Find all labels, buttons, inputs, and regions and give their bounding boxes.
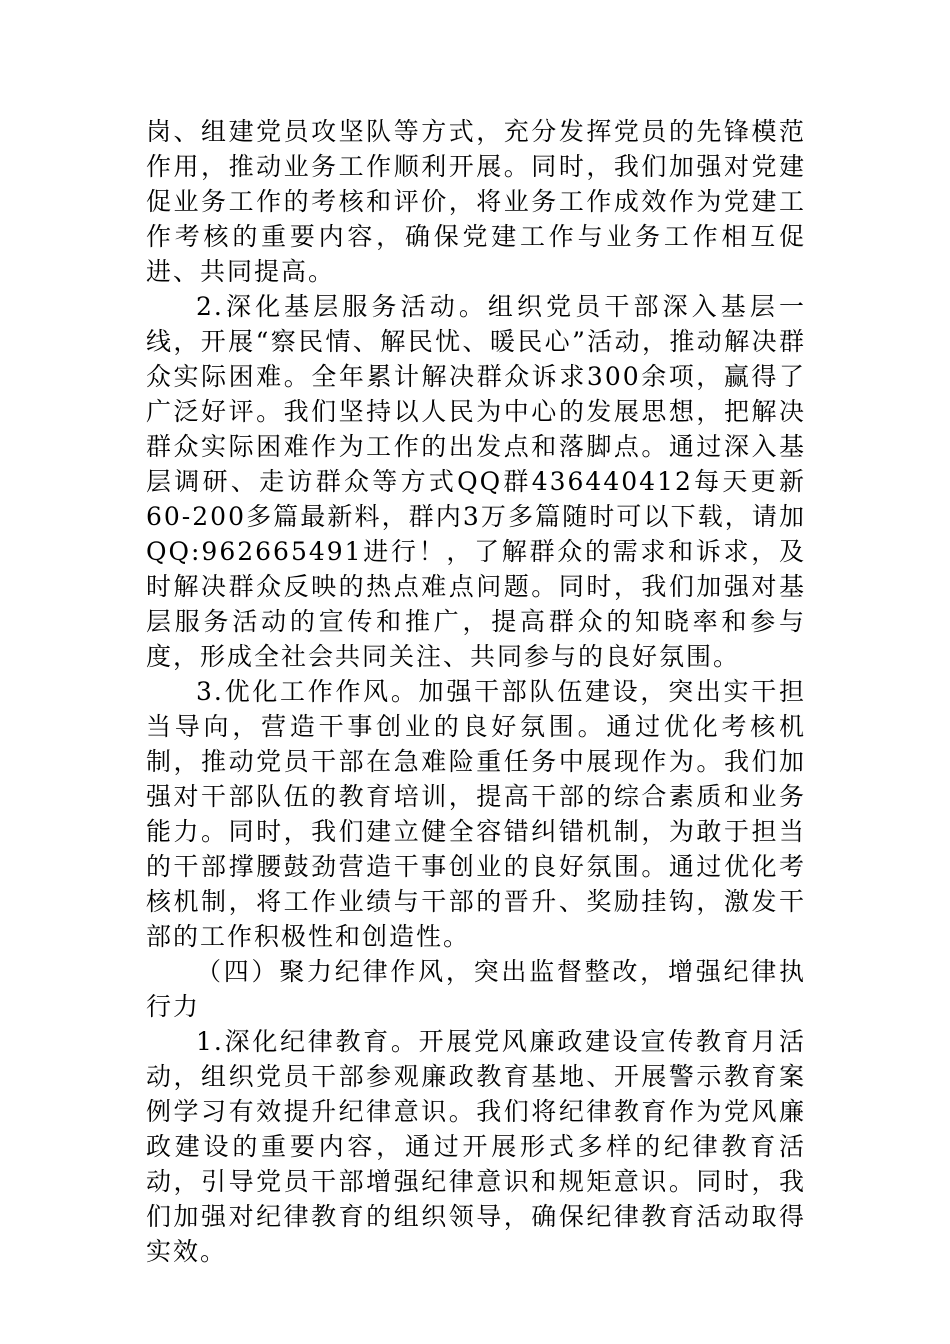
section-heading-discipline: （四）聚力纪律作风，突出监督整改，增强纪律执行力: [146, 957, 806, 1021]
paragraph-grassroots-service: 2.深化基层服务活动。组织党员干部深入基层一线，开展“察民情、解民忧、暖民心”活动，推动解决群众实际困难。全年累计解决群众诉求300余项，赢得了广泛好评。我们坚持以人民为中心的发展思想，把解决群众实际困难作为工作的出发点和落脚点。通过深入基层调研、走访群众等方式QQ群436440412每天更新60-200多篇最新料，群内3万多篇随时可以下载，请加QQ:962665491进行！，了解群众的需求和诉求，及时解决群众反映的热点难点问题。同时，我们加强对基层服务活动的宣传和推广，提高群众的知晓率和参与度，形成全社会共同关注、共同参与的良好氛围。: [146, 292, 806, 671]
document-body: [146, 114, 806, 1269]
paragraph-continued: 岗、组建党员攻坚队等方式，充分发挥党员的先锋模范作用，推动业务工作顺利开展。同时，我们加强对党建促业务工作的考核和评价，将业务工作成效作为党建工作考核的重要内容，确保党建工作与业务工作相互促进、共同提高。: [146, 117, 806, 286]
paragraph-work-style: 3.优化工作作风。加强干部队伍建设，突出实干担当导向，营造干事创业的良好氛围。通过优化考核机制，推动党员干部在急难险重任务中展现作为。我们加强对干部队伍的教育培训，提高干部的综合素质和业务能力。同时，我们建立健全容错纠错机制，为敢于担当的干部撑腰鼓劲营造干事创业的良好氛围。通过优化考核机制，将工作业绩与干部的晋升、奖励挂钩，激发干部的工作积极性和创造性。: [146, 677, 806, 951]
paragraph-discipline-education: 1.深化纪律教育。开展党风廉政建设宣传教育月活动，组织党员干部参观廉政教育基地、开展警示教育案例学习有效提升纪律意识。我们将纪律教育作为党风廉政建设的重要内容，通过开展形式多样的纪律教育活动，引导党员干部增强纪律意识和规矩意识。同时，我们加强对纪律教育的组织领导，确保纪律教育活动取得实效。: [146, 1027, 806, 1266]
